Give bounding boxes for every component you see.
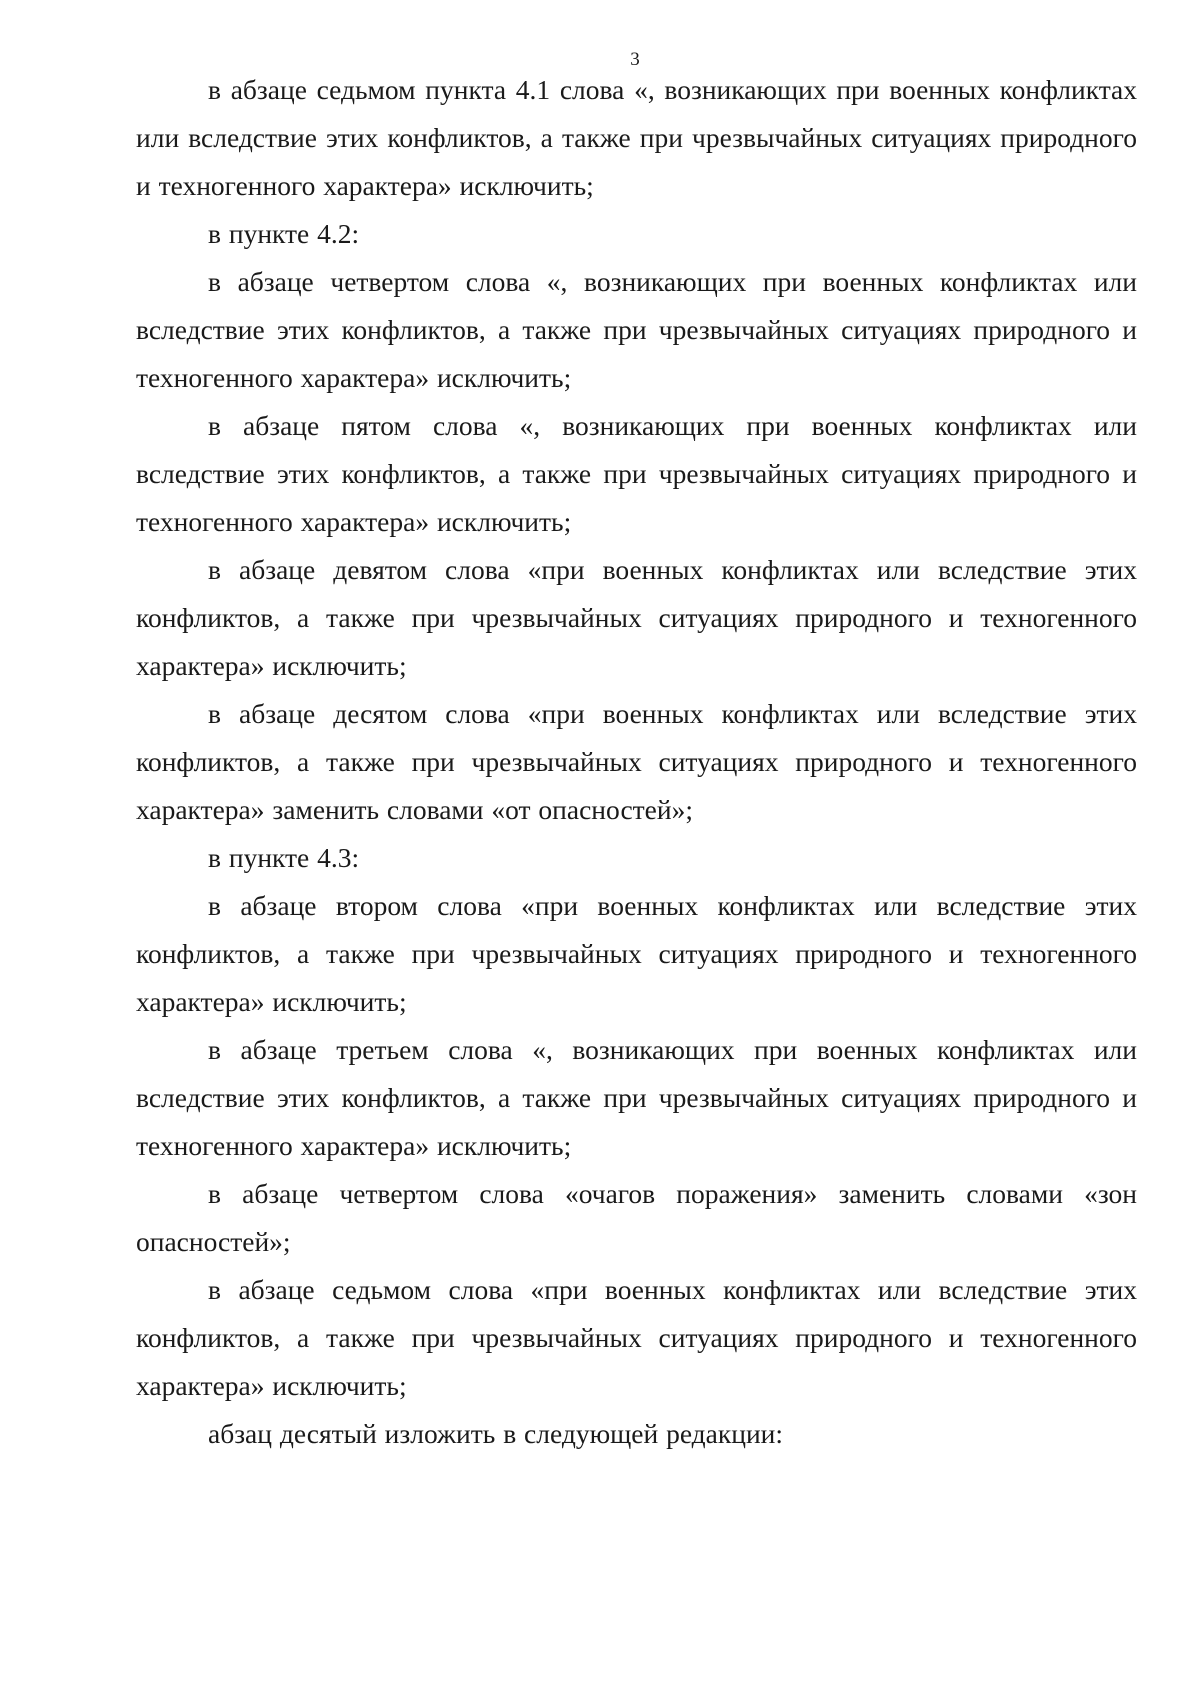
paragraph-4-3-abzac-7: в абзаце седьмом слова «при военных конфликтах или вследствие этих конфликтов, а также при чрезвычайных ситуациях природного и техногенного характера» исключить; [136,1274,1137,1401]
paragraph-amend-4-1: в абзаце седьмом пункта 4.1 слова «, возникающих при военных конфликтах или вследствие этих конфликтов, а также при чрезвычайных ситуациях природного и техногенного характера» исключить; [136,74,1137,201]
paragraph-4-2-abzac-10: в абзаце десятом слова «при военных конфликтах или вследствие этих конфликтов, а также при чрезвычайных ситуациях природного и техногенного характера» заменить словами «от опасностей»; [136,698,1137,825]
paragraph-4-3-abzac-10-intro: абзац десятый изложить в следующей редакции: [208,1418,784,1449]
paragraph-4-2-abzac-9: в абзаце девятом слова «при военных конфликтах или вследствие этих конфликтов, а также при чрезвычайных ситуациях природного и техногенного характера» исключить; [136,554,1137,681]
paragraph-heading-4-3: в пункте 4.3: [208,842,360,873]
paragraph-4-2-abzac-5: в абзаце пятом слова «, возникающих при военных конфликтах или вследствие этих конфликтов, а также при чрезвычайных ситуациях природного и техногенного характера» исключить; [136,410,1137,537]
paragraph-heading-4-2: в пункте 4.2: [208,218,360,249]
paragraph-4-3-abzac-3: в абзаце третьем слова «, возникающих при военных конфликтах или вследствие этих конфликтов, а также при чрезвычайных ситуациях природного и техногенного характера» исключить; [136,1034,1137,1161]
paragraph-4-3-abzac-4: в абзаце четвертом слова «очагов поражения» заменить словами «зон опасностей»; [136,1178,1137,1257]
page-number: 3 [630,49,640,70]
paragraph-4-3-abzac-2: в абзаце втором слова «при военных конфликтах или вследствие этих конфликтов, а также при чрезвычайных ситуациях природного и техногенного характера» исключить; [136,890,1137,1017]
paragraph-4-2-abzac-4: в абзаце четвертом слова «, возникающих при военных конфликтах или вследствие этих конфликтов, а также при чрезвычайных ситуациях природного и техногенного характера» исключить; [136,266,1137,393]
document-body [136,66,1137,1458]
